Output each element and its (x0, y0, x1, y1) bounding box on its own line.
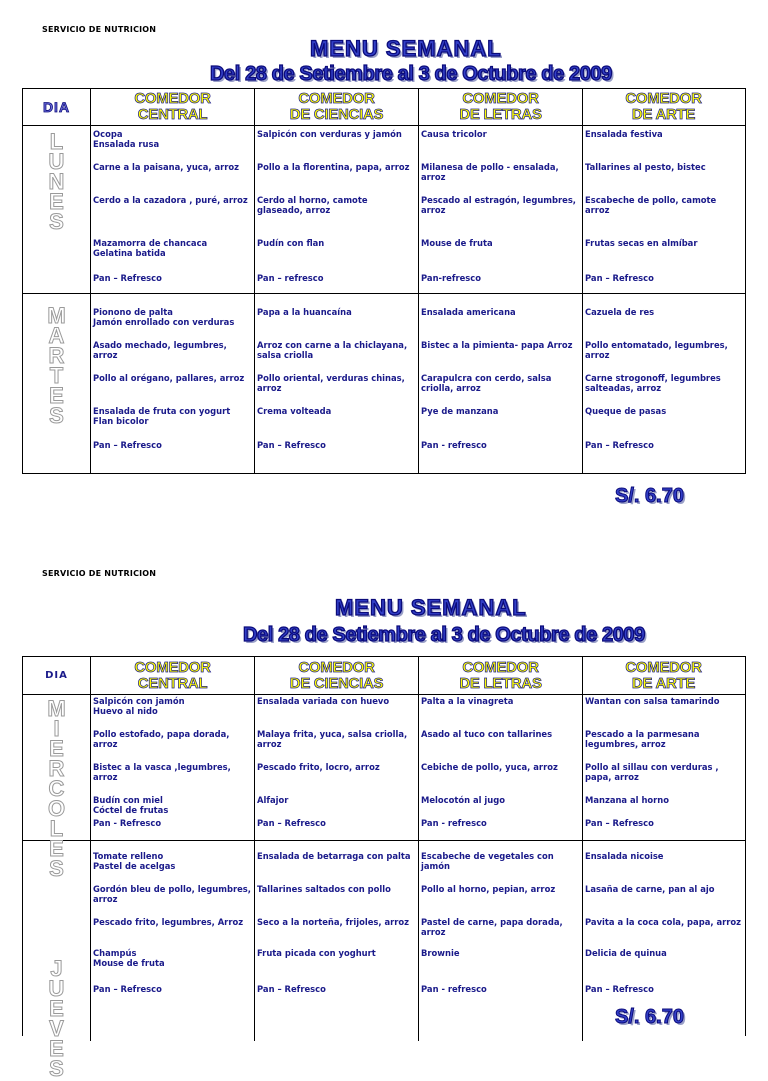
dish-item: Tallarines saltados con pollo (257, 884, 391, 894)
menu-cell (419, 695, 583, 840)
header-comedor-central: COMEDOR CENTRAL (91, 89, 255, 125)
dish-item: Pan - refresco (421, 818, 487, 828)
dish-item: Pollo entomatado, legumbres, arroz (585, 340, 728, 360)
dish-item: Alfajor (257, 795, 289, 805)
dish-item: Wantan con salsa tamarindo (585, 696, 720, 706)
dish-item: Pionono de palta Jamón enrollado con verduras (93, 307, 235, 327)
header-comedor-letras: COMEDOR DE LETRAS (419, 657, 583, 694)
day-name-vertical: M I E R C O L E S (23, 695, 91, 840)
dish-item: Cerdo al horno, camote glaseado, arroz (257, 195, 368, 215)
dish-item: Queque de pasas (585, 406, 667, 416)
dish-item: Pollo a la florentina, papa, arroz (257, 162, 410, 172)
menu-cell (91, 294, 255, 473)
dish-item: Pan – Refresco (93, 273, 162, 283)
dish-item: Pan – Refresco (585, 818, 654, 828)
dish-item: Mouse de fruta (421, 238, 493, 248)
menu-cell (583, 126, 744, 293)
menu-cell (255, 294, 419, 473)
day-name-vertical: J U E V E S (23, 841, 91, 1041)
dish-item: Pye de manzana (421, 406, 499, 416)
header-row (23, 89, 745, 126)
dish-item: Cazuela de res (585, 307, 655, 317)
dish-item: Carne strogonoff, legumbres salteadas, arroz (585, 373, 721, 393)
dish-item: Bistec a la pimienta- papa Arroz (421, 340, 573, 350)
dish-item: Pescado frito, locro, arroz (257, 762, 380, 772)
dish-item: Cebiche de pollo, yuca, arroz (421, 762, 558, 772)
header-row (23, 657, 745, 695)
menu-title: MENU SEMANAL (310, 36, 502, 61)
dish-item: Pollo al orégano, pallares, arroz (93, 373, 245, 383)
price-label: S/. 6.70 (615, 485, 684, 507)
dish-item: Ensalada nicoise (585, 851, 664, 861)
menu-cell (583, 695, 744, 840)
header-comedor-ciencias: COMEDOR DE CIENCIAS (255, 89, 419, 125)
menu-cell (419, 126, 583, 293)
dish-item: Pastel de carne, papa dorada, arroz (421, 917, 563, 937)
dish-item: Cerdo a la cazadora , puré, arroz (93, 195, 248, 205)
day-name-vertical: M A R T E S (23, 294, 91, 473)
dish-item: Salpicón con jamón Huevo al nido (93, 696, 185, 716)
dish-item: Escabeche de vegetales con jamón (421, 851, 554, 871)
dish-item: Seco a la norteña, frijoles, arroz (257, 917, 410, 927)
dish-item: Fruta picada con yoghurt (257, 948, 376, 958)
header-comedor-letras: COMEDOR DE LETRAS (419, 89, 583, 125)
dish-item: Frutas secas en almíbar (585, 238, 698, 248)
dish-item: Pollo al sillau con verduras , papa, arroz (585, 762, 719, 782)
header-comedor-ciencias: COMEDOR DE CIENCIAS (255, 657, 419, 694)
menu-cell (419, 841, 583, 1041)
dish-item: Pan – Refresco (585, 440, 654, 450)
dish-item: Pan – Refresco (257, 818, 326, 828)
price-label: S/. 6.70 (615, 1006, 684, 1028)
service-label: SERVICIO DE NUTRICION (42, 569, 157, 578)
dish-item: Asado mechado, legumbres, arroz (93, 340, 227, 360)
dish-item: Ensalada americana (421, 307, 516, 317)
header-dia: DIA (23, 89, 91, 125)
dish-item: Carapulcra con cerdo, salsa criolla, arroz (421, 373, 552, 393)
menu-table (22, 656, 746, 1081)
menu-cell (419, 294, 583, 473)
dish-item: Melocotón al jugo (421, 795, 506, 805)
header-comedor-central: COMEDOR CENTRAL (91, 657, 255, 694)
dish-item: Delicia de quinua (585, 948, 667, 958)
dish-item: Pan – Refresco (585, 273, 654, 283)
dish-item: Bistec a la vasca ,legumbres, arroz (93, 762, 231, 782)
dish-item: Ensalada variada con huevo (257, 696, 390, 706)
dish-item: Pan – refresco (257, 273, 324, 283)
service-label: SERVICIO DE NUTRICION (42, 25, 157, 34)
dish-item: Gordón bleu de pollo, legumbres, arroz (93, 884, 251, 904)
dish-item: Brownie (421, 948, 460, 958)
dish-item: Palta a la vinagreta (421, 696, 514, 706)
header-comedor-arte: COMEDOR DE ARTE (625, 658, 702, 692)
dish-item: Escabeche de pollo, camote arroz (585, 195, 717, 215)
dish-item: Budín con miel Cóctel de frutas (93, 795, 169, 815)
dish-item: Pan - Refresco (93, 818, 162, 828)
dish-item: Pescado al estragón, legumbres, arroz (421, 195, 576, 215)
dish-item: Manzana al horno (585, 795, 670, 805)
menu-table (22, 88, 746, 474)
dish-item: Pescado a la parmesana legumbres, arroz (585, 729, 700, 749)
dish-item: Pan – Refresco (257, 984, 326, 994)
dish-item: Pan – Refresco (585, 984, 654, 994)
dish-item: Pollo oriental, verduras chinas, arroz (257, 373, 405, 393)
dish-item: Pan-refresco (421, 273, 481, 283)
dish-item: Ensalada de fruta con yogurt Flan bicolor (93, 406, 231, 426)
dish-item: Tallarines al pesto, bistec (585, 162, 706, 172)
dish-item: Pan – Refresco (93, 984, 162, 994)
dish-item: Pollo estofado, papa dorada, arroz (93, 729, 230, 749)
menu-subtitle: Del 28 de Setiembre al 3 de Octubre de 2009 (243, 624, 645, 646)
day-row (23, 294, 745, 473)
dish-item: Pudín con flan (257, 238, 325, 248)
dish-item: Pan - refresco (421, 440, 487, 450)
menu-cell (255, 841, 419, 1041)
dish-item: Pollo al horno, pepian, arroz (421, 884, 556, 894)
day-row (23, 126, 745, 294)
dish-item: Milanesa de pollo - ensalada, arroz (421, 162, 559, 182)
dish-item: Salpicón con verduras y jamón (257, 129, 402, 139)
dish-item: Carne a la paisana, yuca, arroz (93, 162, 240, 172)
header-dia: DIA (23, 657, 91, 694)
dish-item: Arroz con carne a la chiclayana, salsa criolla (257, 340, 408, 360)
dish-item: Ensalada festiva (585, 129, 663, 139)
dish-item: Mazamorra de chancaca Gelatina batida (93, 238, 208, 258)
menu-cell (255, 126, 419, 293)
dish-item: Papa a la huancaína (257, 307, 352, 317)
dish-item: Lasaña de carne, pan al ajo (585, 884, 715, 894)
dish-item: Crema volteada (257, 406, 332, 416)
dish-item: Pan - refresco (421, 984, 487, 994)
day-name-vertical: L U N E S (23, 126, 91, 293)
dish-item: Pescado frito, legumbres, Arroz (93, 917, 244, 927)
dish-item: Pavita a la coca cola, papa, arroz (585, 917, 741, 927)
menu-subtitle: Del 28 de Setiembre al 3 de Octubre de 2009 (210, 63, 612, 85)
menu-title: MENU SEMANAL (335, 595, 527, 620)
dish-item: Ensalada de betarraga con palta (257, 851, 411, 861)
dish-item: Causa tricolor (421, 129, 487, 139)
dish-item: Champús Mouse de fruta (93, 948, 165, 968)
dish-item: Malaya frita, yuca, salsa criolla, arroz (257, 729, 408, 749)
menu-cell (255, 695, 419, 840)
dish-item: Pan – Refresco (93, 440, 162, 450)
dish-item: Pan – Refresco (257, 440, 326, 450)
menu-cell (583, 294, 744, 473)
dish-item: Tomate relleno Pastel de acelgas (93, 851, 176, 871)
dish-item: Asado al tuco con tallarines (421, 729, 553, 739)
header-comedor-arte: COMEDOR DE ARTE (625, 90, 702, 123)
menu-cell (91, 841, 255, 1041)
menu-cell (91, 126, 255, 293)
menu-cell (91, 695, 255, 840)
dish-item: Ocopa Ensalada rusa (93, 129, 160, 149)
